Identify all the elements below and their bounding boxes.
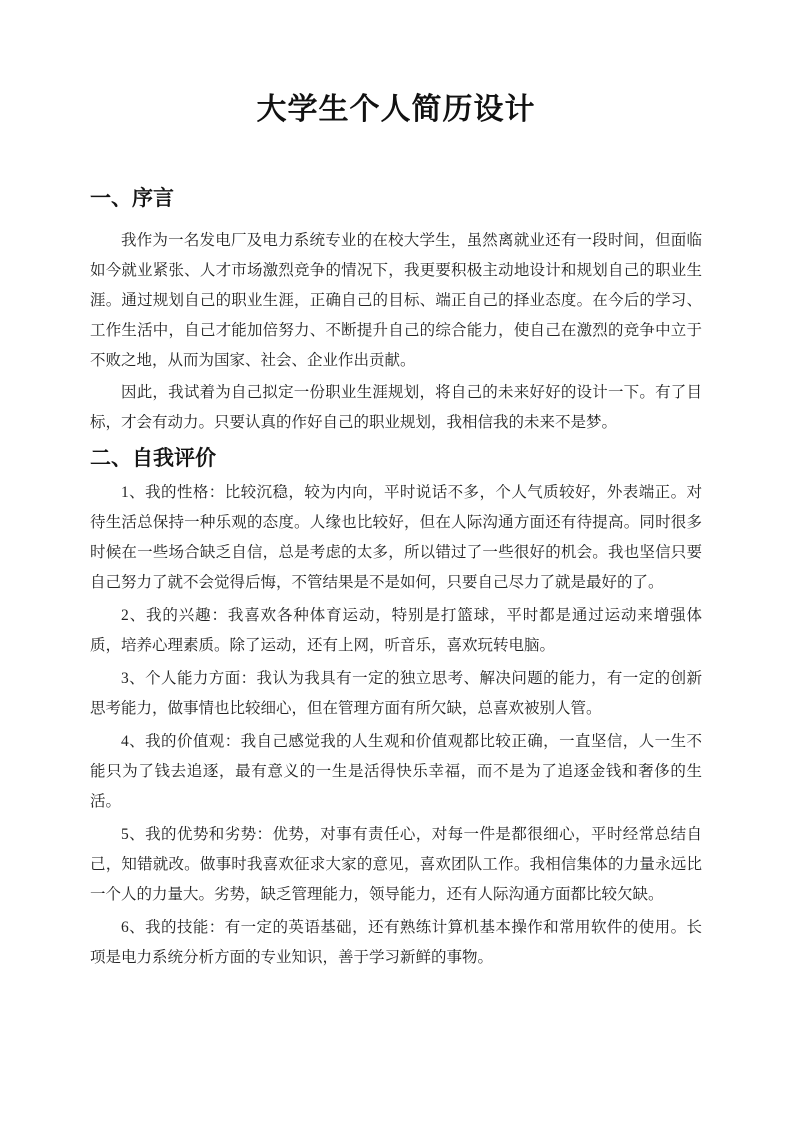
self-evaluation-item-interests: 2、我的兴趣：我喜欢各种体育运动，特别是打篮球，平时都是通过运动来增强体质，培养心理素质。除了运动，还有上网，听音乐，喜欢玩转电脑。 bbox=[90, 607, 702, 654]
self-evaluation-item-values: 4、我的价值观：我自己感觉我的人生观和价值观都比较正确，一直坚信，人一生不能只为了钱去追逐，最有意义的一生是活得快乐幸福，而不是为了追逐金钱和奢侈的生活。 bbox=[90, 733, 702, 810]
document-title: 大学生个人简历设计 bbox=[256, 93, 536, 126]
document-content bbox=[90, 0, 702, 973]
self-evaluation-item-skills: 6、我的技能：有一定的英语基础，还有熟练计算机基本操作和常用软件的使用。长项是电力系统分析方面的专业知识，善于学习新鲜的事物。 bbox=[90, 919, 702, 966]
section-heading-self-evaluation: 二、自我评价 bbox=[90, 447, 216, 470]
preface-paragraph: 因此，我试着为自己拟定一份职业生涯规划，将自己的未来好好的设计一下。有了目标，才会有动力。只要认真的作好自己的职业规划，我相信我的未来不是梦。 bbox=[90, 384, 702, 431]
preface-paragraph: 我作为一名发电厂及电力系统专业的在校大学生，虽然离就业还有一段时间，但面临如今就业紧张、人才市场激烈竞争的情况下，我更要积极主动地设计和规划自己的职业生涯。通过规划自己的职业生涯，正确自己的目标、端正自己的择业态度。在今后的学习、工作生活中，自己才能加倍努力、不断提升自己的综合能力，使自己在激烈的竞争中立于不败之地，从而为国家、社会、企业作出贡献。 bbox=[90, 232, 702, 369]
section-heading-preface: 一、序言 bbox=[90, 187, 174, 210]
self-evaluation-item-abilities: 3、个人能力方面：我认为我具有一定的独立思考、解决问题的能力，有一定的创新思考能力，做事情也比较细心，但在管理方面有所欠缺，总喜欢被别人管。 bbox=[90, 670, 702, 717]
self-evaluation-item-strengths-weaknesses: 5、我的优势和劣势：优势，对事有责任心，对每一件是都很细心，平时经常总结自己，知错就改。做事时我喜欢征求大家的意见，喜欢团队工作。我相信集体的力量永远比一个人的力量大。劣势，缺乏管理能力，领导能力，还有人际沟通方面都比较欠缺。 bbox=[90, 826, 702, 903]
self-evaluation-item-personality: 1、我的性格：比较沉稳，较为内向，平时说话不多，个人气质较好，外表端正。对待生活总保持一种乐观的态度。人缘也比较好，但在人际沟通方面还有待提高。同时很多时候在一些场合缺乏自信，总是考虑的太多，所以错过了一些很好的机会。我也坚信只要自己努力了就不会觉得后悔，不管结果是不是如何，只要自己尽力了就是最好的了。 bbox=[90, 484, 702, 591]
